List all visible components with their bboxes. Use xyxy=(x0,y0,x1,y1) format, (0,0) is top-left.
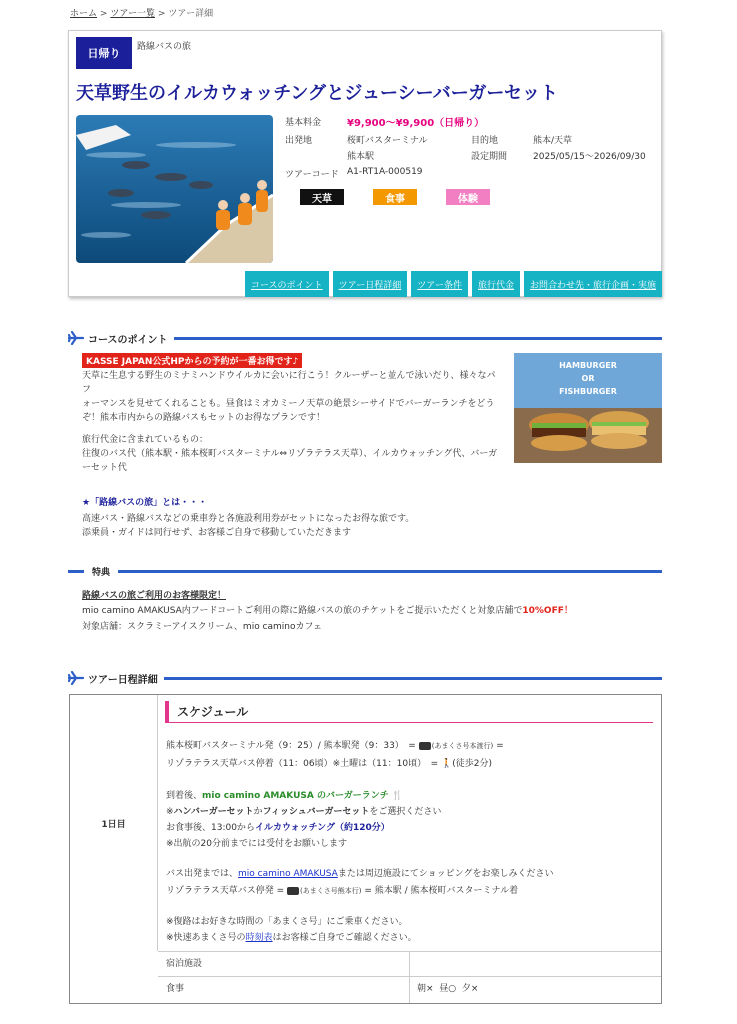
burger-image-text: HAMBURGER xyxy=(559,361,617,370)
schedule-line xyxy=(166,867,553,881)
schedule-text: か xyxy=(253,807,263,817)
bus-route: (あまくさ号本渡行) xyxy=(431,742,494,750)
schedule-text: リゾラテラス天草バス停発 = xyxy=(166,886,285,896)
divider xyxy=(68,570,84,573)
benefit-heading xyxy=(68,565,662,577)
tour-code-label: ツアーコード xyxy=(285,170,339,180)
tag-meal: 食事 xyxy=(373,189,417,205)
dolphin-watching-photo xyxy=(76,115,273,263)
schedule-text: バス出発までは、 xyxy=(166,869,239,879)
tour-summary-card xyxy=(68,30,662,297)
tab-price[interactable]: 旅行代金 xyxy=(472,271,520,297)
divider xyxy=(409,951,410,1003)
period-value: 2025/05/15～2026/09/30 xyxy=(533,152,646,162)
schedule-text: ※快速あまくさ号の xyxy=(166,933,246,943)
benefit-stores: 対象店舗：スクラミーアイスクリーム、mio caminoカフェ xyxy=(82,622,323,632)
tour-series-label: 路線バスの旅 xyxy=(137,42,192,52)
schedule-text: はお客様ご自身でご確認ください。 xyxy=(272,933,417,943)
walk-icon: 🚶 xyxy=(441,759,453,769)
tab-schedule[interactable]: ツアー日程詳細 xyxy=(333,271,408,297)
breadcrumb-separator: > xyxy=(99,9,108,19)
schedule-line xyxy=(166,821,390,835)
schedule-line xyxy=(166,805,441,819)
section-title: ツアー日程詳細 xyxy=(88,674,158,686)
daytrip-badge: 日帰り xyxy=(76,37,132,69)
schedule-table xyxy=(69,694,662,1004)
price-value: ¥9,900～¥9,900（日帰り） xyxy=(347,118,485,129)
divider xyxy=(158,976,661,977)
benefit-title: 路線バスの旅ご利用のお客様限定！ xyxy=(82,591,227,601)
meal-label: 食事 xyxy=(166,984,185,994)
included-items xyxy=(82,433,502,475)
airplane-icon xyxy=(68,330,84,346)
dolphin-watching-text: イルカウォッチング（約120分） xyxy=(254,823,390,833)
schedule-line xyxy=(166,884,518,898)
schedule-text: ※ xyxy=(166,807,174,817)
description-line: ォーマンスを見せてくれることも。昼食はミオカミーノ天草の絶景シーサイドでバーガーランチをどう xyxy=(82,399,495,409)
tag-amakusa: 天草 xyxy=(300,189,344,205)
airplane-icon xyxy=(68,670,84,686)
meal-value: 朝× 昼○ 夕× xyxy=(417,984,479,994)
schedule-text: をご選択ください xyxy=(369,807,442,817)
divider xyxy=(174,337,663,340)
bus-icon xyxy=(287,887,299,895)
divider xyxy=(118,570,662,573)
mio-camino-link[interactable]: mio camino AMAKUSA xyxy=(238,869,338,879)
schedule-line: ※出航の20分前までには受付をお願いします xyxy=(166,839,347,849)
fork-knife-icon: 🍴 xyxy=(391,791,403,801)
departure-value: 桜町バスターミナル xyxy=(347,136,428,146)
tour-code-value: A1-RT1A-000519 xyxy=(347,167,423,177)
menu-option: フィッシュバーガーセット xyxy=(262,807,370,817)
schedule-line xyxy=(166,789,403,803)
course-points-heading xyxy=(68,330,662,346)
schedule-text: = xyxy=(496,741,504,751)
breadcrumb xyxy=(70,6,213,19)
description-line: ぞ！熊本市内からの路線バスもセットのお得なプランです！ xyxy=(82,413,326,423)
schedule-text: お食事後、13:00から xyxy=(166,823,255,833)
departure-label: 出発地 xyxy=(285,136,313,146)
schedule-line xyxy=(166,931,417,945)
schedule-text: (徒歩2分) xyxy=(452,759,492,769)
day-label: 1日目 xyxy=(70,695,158,951)
schedule-line xyxy=(166,757,492,771)
tag-experience: 体験 xyxy=(446,189,490,205)
description-line: 旅行代金に含まれているもの： xyxy=(82,435,209,445)
benefit-text: mio camino AMAKUSA内フードコートご利用の際に路線バスの旅のチケットをご提示いただくと対象店舗で xyxy=(82,606,523,616)
schedule-text: 到着後、 xyxy=(166,791,203,801)
section-title: コースのポイント xyxy=(88,334,168,346)
schedule-text: 熊本桜町バスターミナル発（9：25）/ 熊本駅発（9：33） = xyxy=(166,741,416,751)
breadcrumb-tour-list-link[interactable]: ツアー一覧 xyxy=(110,9,156,19)
schedule-text: または周辺施設にてショッピングをお楽しみください xyxy=(337,869,554,879)
destination-value: 熊本/天草 xyxy=(533,136,573,146)
breadcrumb-home-link[interactable]: ホーム xyxy=(70,9,98,19)
destination-label: 目的地 xyxy=(471,136,499,146)
course-description xyxy=(82,369,502,425)
rosen-bus-heading: ★「路線バスの旅」とは・・・ xyxy=(82,498,208,508)
breadcrumb-separator: > xyxy=(157,9,166,19)
schedule-text: = 熊本駅 / 熊本桜町バスターミナル着 xyxy=(364,886,519,896)
schedule-title: スケジュール xyxy=(165,701,653,723)
price-label: 基本料金 xyxy=(285,118,322,128)
tab-course-points[interactable]: コースのポイント xyxy=(245,271,329,297)
bus-icon xyxy=(419,742,431,750)
schedule-line: ※復路はお好きな時間の「あまくさ号」にご乗車ください。 xyxy=(166,917,408,927)
section-tabs xyxy=(245,271,662,297)
description-line: 添乗員・ガイドは同行せず、お客様ご自身で移動していただきます xyxy=(82,528,352,538)
schedule-heading xyxy=(68,670,662,686)
discount-text: 10%OFF！ xyxy=(522,606,573,616)
bus-route: (あまくさ号熊本行) xyxy=(300,887,362,895)
tab-contact[interactable]: お問合わせ先・旅行企画・実施 xyxy=(524,271,662,297)
tab-conditions[interactable]: ツアー条件 xyxy=(411,271,468,297)
menu-option: ハンバーガーセット xyxy=(173,807,254,817)
schedule-text: リゾラテラス天草バス停着（11：06頃）※土曜は（11：10頃） = xyxy=(166,759,439,769)
section-title: 特典 xyxy=(92,567,111,578)
timetable-link[interactable]: 時刻表 xyxy=(245,933,273,943)
lodging-label: 宿泊施設 xyxy=(166,959,203,969)
page-title: 天草野生のイルカウォッチングとジューシーバーガーセット xyxy=(76,83,559,104)
description-line: 天草に生息する野生のミナミハンドウイルカに会いに行こう！クルーザーと並んで泳いだり、様々なパフ xyxy=(82,371,496,395)
breadcrumb-current: ツアー詳細 xyxy=(168,9,214,19)
promo-banner: KASSE JAPAN公式HPからの予約が一番お得です♪ xyxy=(82,353,302,368)
description-line: ーセット代 xyxy=(82,463,127,473)
benefit-detail xyxy=(82,604,573,618)
lunch-text: mio camino AMAKUSA のバーガーランチ xyxy=(202,791,389,801)
description-line: 高速バス・路線バスなどの乗車券と各施設利用券がセットになったお得な旅です。 xyxy=(82,514,415,524)
period-label: 設定期間 xyxy=(471,152,508,162)
burger-image-text: FISHBURGER xyxy=(559,387,617,396)
departure-value: 熊本駅 xyxy=(347,152,375,162)
burger-photo xyxy=(514,353,662,463)
rosen-bus-description xyxy=(82,512,512,540)
burger-image-text: OR xyxy=(581,374,595,383)
description-line: 往復のバス代（熊本駅・熊本桜町バスターミナル⇔リゾラテラス天草）、イルカウォッチング代、バーガ xyxy=(82,449,498,459)
divider xyxy=(164,677,662,680)
schedule-line xyxy=(166,739,504,753)
